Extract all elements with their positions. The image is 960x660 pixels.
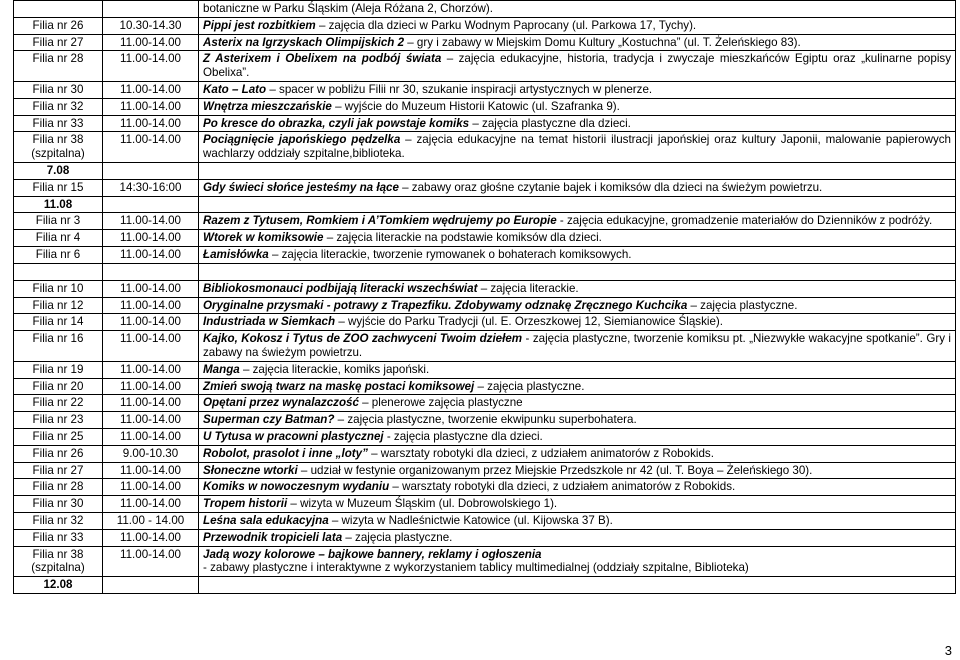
table-row bbox=[14, 179, 956, 196]
description-cell bbox=[199, 395, 956, 412]
event-title: Po kresce do obrazka, czyli jak powstaje komiks bbox=[203, 116, 470, 130]
table-row bbox=[14, 34, 956, 51]
branch-cell: Filia nr 38 (szpitalna) bbox=[14, 546, 103, 577]
table-row bbox=[14, 314, 956, 331]
description-cell bbox=[199, 1, 956, 18]
event-description: – zajęcia literackie. bbox=[477, 281, 579, 295]
empty-cell bbox=[199, 162, 956, 179]
description-cell bbox=[199, 132, 956, 163]
time-cell: 11.00-14.00 bbox=[103, 51, 199, 82]
empty-cell bbox=[103, 196, 199, 213]
event-title: Robolot, prasolot i inne „loty” bbox=[203, 446, 368, 460]
time-cell: 11.00-14.00 bbox=[103, 378, 199, 395]
date-label: 7.08 bbox=[14, 162, 103, 179]
table-row bbox=[14, 1, 956, 18]
event-description: – wizyta w Muzeum Śląskim (ul. Dobrowolskiego 1). bbox=[287, 497, 558, 511]
description-cell bbox=[199, 297, 956, 314]
branch-cell: Filia nr 28 bbox=[14, 51, 103, 82]
event-description: – plenerowe zajęcia plastyczne bbox=[358, 396, 523, 410]
time-cell: 11.00-14.00 bbox=[103, 331, 199, 362]
event-description: – zabawy oraz głośne czytanie bajek i komiksów dla dzieci na świeżym powietrzu. bbox=[398, 180, 823, 194]
event-description: – zajęcia edukacyjne na temat historii ilustracji japońskiej oraz kultury Japonii, malowanie papierowych wachlarzy oddziały szpitalne,biblioteka. bbox=[203, 133, 951, 161]
event-title: Z Asterixem i Obelixem na podbój świata bbox=[203, 52, 442, 66]
branch-cell: Filia nr 32 bbox=[14, 98, 103, 115]
branch-cell: Filia nr 20 bbox=[14, 378, 103, 395]
branch-cell: Filia nr 16 bbox=[14, 331, 103, 362]
branch-cell: Filia nr 22 bbox=[14, 395, 103, 412]
table-row bbox=[14, 17, 956, 34]
event-description: – zajęcia plastyczne, tworzenie ekwipunku superbohatera. bbox=[334, 413, 637, 427]
event-description: - zajęcia edukacyjne, gromadzenie materiałów do Dzienników z podróży. bbox=[556, 214, 933, 228]
description-cell bbox=[199, 512, 956, 529]
description-cell bbox=[199, 51, 956, 82]
description-cell bbox=[199, 428, 956, 445]
time-cell: 11.00-14.00 bbox=[103, 412, 199, 429]
description-cell bbox=[199, 331, 956, 362]
description-cell bbox=[199, 378, 956, 395]
description-cell bbox=[199, 496, 956, 513]
event-title: Superman czy Batman? bbox=[203, 413, 335, 427]
description-cell bbox=[199, 81, 956, 98]
event-title: Zmień swoją twarz na maskę postaci komiksowej bbox=[203, 379, 475, 393]
branch-cell: Filia nr 30 bbox=[14, 496, 103, 513]
branch-cell: Filia nr 4 bbox=[14, 230, 103, 247]
event-description: – zajęcia dla dzieci w Parku Wodnym Paprocany (ul. Parkowa 17, Tychy). bbox=[315, 18, 697, 32]
event-description: – zajęcia plastyczne dla dzieci. bbox=[469, 116, 631, 130]
event-description: - zajęcia plastyczne, tworzenie komiksu pt. „Niezwykłe wakacyjne spotkanie”. Gry i zabawy na świeżym powietrzu. bbox=[203, 332, 951, 359]
branch-cell: Filia nr 33 bbox=[14, 529, 103, 546]
event-title: Komiks w nowoczesnym wydaniu bbox=[203, 480, 390, 494]
page-number: 3 bbox=[944, 643, 952, 658]
event-title: Leśna sala edukacyjna bbox=[203, 513, 329, 527]
time-cell: 11.00-14.00 bbox=[103, 98, 199, 115]
schedule-table bbox=[13, 0, 956, 594]
description-cell bbox=[199, 462, 956, 479]
event-title: Pociągnięcie japońskiego pędzelka bbox=[203, 133, 401, 147]
event-title: Opętani przez wynalazczość bbox=[203, 396, 359, 410]
event-description: – zajęcia plastyczne. bbox=[474, 379, 585, 393]
branch-cell: Filia nr 10 bbox=[14, 280, 103, 297]
description-cell bbox=[199, 546, 956, 577]
event-description: botaniczne w Parku Śląskim (Aleja Różana 2, Chorzów). bbox=[203, 2, 493, 15]
branch-cell: Filia nr 26 bbox=[14, 445, 103, 462]
table-row bbox=[14, 529, 956, 546]
table-row bbox=[14, 428, 956, 445]
table-row bbox=[14, 98, 956, 115]
time-cell: 11.00-14.00 bbox=[103, 529, 199, 546]
event-description: – udział w festynie organizowanym przez Miejskie Przedszkole nr 42 (ul. T. Boya – Żeleńskiego 30). bbox=[297, 463, 813, 477]
branch-cell: Filia nr 32 bbox=[14, 512, 103, 529]
time-cell: 14:30-16:00 bbox=[103, 179, 199, 196]
event-title: Wnętrza mieszczańskie bbox=[203, 99, 332, 113]
time-cell: 11.00 - 14.00 bbox=[103, 512, 199, 529]
time-cell: 11.00-14.00 bbox=[103, 280, 199, 297]
table-row bbox=[14, 280, 956, 297]
branch-cell: Filia nr 6 bbox=[14, 246, 103, 263]
event-description: – wyjście do Parku Tradycji (ul. E. Orzeszkowej 12, Siemianowice Śląskie). bbox=[335, 315, 723, 329]
time-cell: 11.00-14.00 bbox=[103, 428, 199, 445]
event-title: Kato – Lato bbox=[203, 82, 267, 96]
table-row bbox=[14, 395, 956, 412]
event-title: Manga bbox=[203, 362, 240, 376]
event-title: U Tytusa w pracowni plastycznej bbox=[203, 429, 384, 443]
branch-cell: Filia nr 26 bbox=[14, 17, 103, 34]
empty-cell bbox=[103, 263, 199, 280]
description-cell bbox=[199, 213, 956, 230]
branch-cell: Filia nr 33 bbox=[14, 115, 103, 132]
branch-cell: Filia nr 15 bbox=[14, 179, 103, 196]
table-row bbox=[14, 445, 956, 462]
time-cell: 11.00-14.00 bbox=[103, 34, 199, 51]
empty-cell bbox=[199, 196, 956, 213]
empty-cell bbox=[103, 162, 199, 179]
table-row bbox=[14, 246, 956, 263]
event-description: – wizyta w Nadleśnictwie Katowice (ul. Kijowska 37 B). bbox=[328, 513, 613, 527]
branch-cell: Filia nr 19 bbox=[14, 361, 103, 378]
date-row bbox=[14, 196, 956, 213]
event-title: Asterix na Igrzyskach Olimpijskich 2 bbox=[203, 35, 405, 49]
event-title: Oryginalne przysmaki - potrawy z Trapezfiku. Zdobywamy odznakę Zręcznego Kuchcika bbox=[203, 298, 688, 312]
branch-cell: Filia nr 14 bbox=[14, 314, 103, 331]
table-row bbox=[14, 132, 956, 163]
time-cell bbox=[103, 1, 199, 18]
table-row bbox=[14, 81, 956, 98]
branch-cell: Filia nr 28 bbox=[14, 479, 103, 496]
description-cell bbox=[199, 361, 956, 378]
event-title: Pippi jest rozbitkiem bbox=[203, 18, 316, 32]
table-row bbox=[14, 115, 956, 132]
event-description: - zabawy plastyczne i interaktywne z wykorzystaniem tablicy multimedialnej (oddziały szpitalne, Biblioteka) bbox=[203, 561, 749, 575]
event-description: – wyjście do Muzeum Historii Katowic (ul. Szafranka 9). bbox=[331, 99, 620, 113]
time-cell: 9.00-10.30 bbox=[103, 445, 199, 462]
time-cell: 11.00-14.00 bbox=[103, 115, 199, 132]
table-row bbox=[14, 230, 956, 247]
date-label: 11.08 bbox=[14, 196, 103, 213]
event-title: Przewodnik tropicieli lata bbox=[203, 530, 343, 544]
table-row bbox=[14, 412, 956, 429]
description-cell bbox=[199, 179, 956, 196]
branch-cell: Filia nr 27 bbox=[14, 462, 103, 479]
event-description: – warsztaty robotyki dla dzieci, z udziałem animatorów z Robokids. bbox=[367, 446, 714, 460]
event-description: – zajęcia plastyczne. bbox=[687, 298, 798, 312]
event-description: - zajęcia plastyczne dla dzieci. bbox=[383, 429, 543, 443]
table-row bbox=[14, 51, 956, 82]
event-title: Gdy świeci słońce jesteśmy na łące bbox=[203, 180, 399, 194]
schedule-body bbox=[14, 1, 956, 594]
date-row bbox=[14, 577, 956, 594]
table-row bbox=[14, 297, 956, 314]
description-cell bbox=[199, 280, 956, 297]
description-cell bbox=[199, 34, 956, 51]
branch-cell: Filia nr 23 bbox=[14, 412, 103, 429]
empty-cell bbox=[14, 263, 103, 280]
event-title: Tropem historii bbox=[203, 497, 288, 511]
description-cell bbox=[199, 17, 956, 34]
event-description: – zajęcia literackie, komiks japoński. bbox=[239, 362, 430, 376]
branch-cell bbox=[14, 1, 103, 18]
table-row bbox=[14, 546, 956, 577]
description-cell bbox=[199, 412, 956, 429]
branch-cell: Filia nr 12 bbox=[14, 297, 103, 314]
event-title: Kajko, Kokosz i Tytus de ZOO zachwyceni Twoim dziełem bbox=[203, 332, 523, 346]
branch-cell: Filia nr 3 bbox=[14, 213, 103, 230]
branch-cell: Filia nr 30 bbox=[14, 81, 103, 98]
time-cell: 11.00-14.00 bbox=[103, 230, 199, 247]
description-cell bbox=[199, 479, 956, 496]
event-description: – zajęcia edukacyjne, historia, tradycja i zwyczaje mieszkańców Egiptu oraz „kulinarne popisy Obelixa”. bbox=[203, 52, 951, 80]
table-row bbox=[14, 361, 956, 378]
time-cell: 11.00-14.00 bbox=[103, 361, 199, 378]
event-description: – warsztaty robotyki dla dzieci, z udziałem animatorów z Robokids. bbox=[389, 480, 736, 494]
table-row bbox=[14, 331, 956, 362]
branch-cell: Filia nr 25 bbox=[14, 428, 103, 445]
description-cell bbox=[199, 246, 956, 263]
table-row bbox=[14, 512, 956, 529]
table-row bbox=[14, 378, 956, 395]
event-description: – spacer w pobliżu Filii nr 30, szukanie inspiracji artystycznych w plenerze. bbox=[266, 82, 653, 96]
branch-cell: Filia nr 38 (szpitalna) bbox=[14, 132, 103, 163]
event-title: Industriada w Siemkach bbox=[203, 315, 336, 329]
table-row bbox=[14, 479, 956, 496]
time-cell: 11.00-14.00 bbox=[103, 213, 199, 230]
table-row bbox=[14, 462, 956, 479]
time-cell: 11.00-14.00 bbox=[103, 297, 199, 314]
spacer-row bbox=[14, 263, 956, 280]
event-title: Wtorek w komiksowie bbox=[203, 231, 324, 245]
event-description: – zajęcia literackie, tworzenie rymowanek o bohaterach komiksowych. bbox=[268, 247, 632, 261]
time-cell: 11.00-14.00 bbox=[103, 81, 199, 98]
time-cell: 11.00-14.00 bbox=[103, 395, 199, 412]
empty-cell bbox=[199, 263, 956, 280]
event-title: Łamisłówka bbox=[203, 247, 269, 261]
date-label: 12.08 bbox=[14, 577, 103, 594]
description-cell bbox=[199, 115, 956, 132]
event-title: Bibliokosmonauci podbijają literacki wszechświat bbox=[203, 281, 478, 295]
time-cell: 11.00-14.00 bbox=[103, 496, 199, 513]
event-title: Jadą wozy kolorowe – bajkowe bannery, reklamy i ogłoszenia bbox=[203, 547, 542, 561]
empty-cell bbox=[103, 577, 199, 594]
time-cell: 11.00-14.00 bbox=[103, 479, 199, 496]
time-cell: 11.00-14.00 bbox=[103, 546, 199, 577]
date-row bbox=[14, 162, 956, 179]
empty-cell bbox=[199, 577, 956, 594]
time-cell: 11.00-14.00 bbox=[103, 246, 199, 263]
description-cell bbox=[199, 445, 956, 462]
description-cell bbox=[199, 230, 956, 247]
table-row bbox=[14, 496, 956, 513]
event-description: – zajęcia plastyczne. bbox=[342, 530, 453, 544]
time-cell: 11.00-14.00 bbox=[103, 462, 199, 479]
event-description: – zajęcia literackie na podstawie komiksów dla dzieci. bbox=[323, 231, 602, 245]
time-cell: 11.00-14.00 bbox=[103, 132, 199, 163]
event-title: Słoneczne wtorki bbox=[203, 463, 298, 477]
time-cell: 11.00-14.00 bbox=[103, 314, 199, 331]
description-cell bbox=[199, 98, 956, 115]
branch-cell: Filia nr 27 bbox=[14, 34, 103, 51]
description-cell bbox=[199, 314, 956, 331]
time-cell: 10.30-14.30 bbox=[103, 17, 199, 34]
table-row bbox=[14, 213, 956, 230]
event-title: Razem z Tytusem, Romkiem i A’Tomkiem wędrujemy po Europie bbox=[203, 214, 557, 228]
event-description: – gry i zabawy w Miejskim Domu Kultury „Kostuchna” (ul. T. Żeleńskiego 83). bbox=[404, 35, 801, 49]
description-cell bbox=[199, 529, 956, 546]
